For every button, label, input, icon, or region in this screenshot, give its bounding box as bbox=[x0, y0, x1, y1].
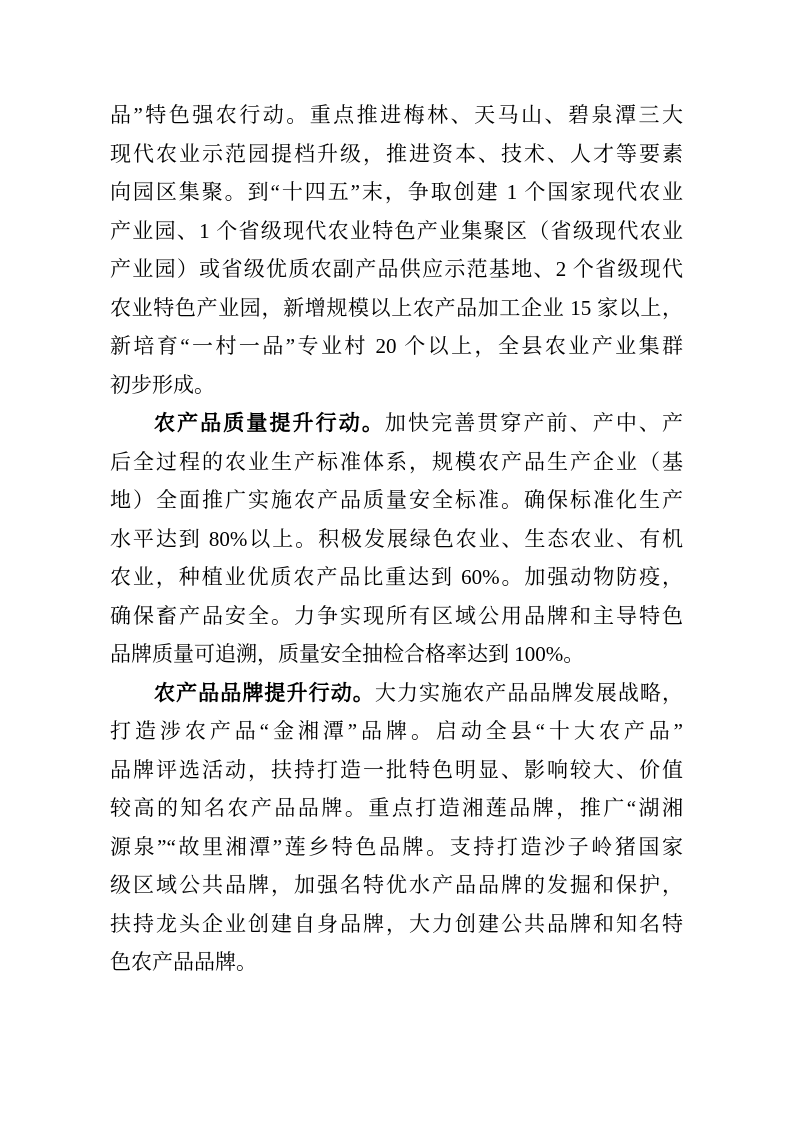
text-line: 新培育“一村一品”专业村 20 个以上，全县农业产业集群 bbox=[110, 334, 683, 358]
text-line: 现代农业示范园提档升级，推进资本、技术、人才等要素 bbox=[110, 141, 683, 166]
text-line: 地）全面推广实施农产品质量安全标准。确保标准化生产 bbox=[110, 488, 683, 512]
text-line: 色农产品品牌。 bbox=[110, 950, 257, 974]
paragraph-text: 大力实施农产品品牌发展战略， bbox=[374, 680, 684, 705]
text-line bbox=[110, 404, 683, 443]
text-line: 产业园、1 个省级现代农业特色产业集聚区（省级现代农业 bbox=[110, 218, 683, 243]
text-line: 打造涉农产品“金湘潭”品牌。启动全县“十大农产品” bbox=[110, 719, 683, 743]
paragraph-heading: 农产品品牌提升行动。 bbox=[154, 680, 375, 705]
text-line: 水平达到 80%以上。积极发展绿色农业、生态农业、有机 bbox=[110, 526, 683, 551]
text-line: 后全过程的农业生产标准体系，规模农产品生产企业（基 bbox=[110, 449, 683, 474]
text-line: 级区域公共品牌，加强名特优水产品品牌的发掘和保护， bbox=[110, 873, 683, 897]
text-line: 品”特色强农行动。重点推进梅林、天马山、碧泉潭三大 bbox=[110, 103, 683, 127]
text-line: 农业特色产业园，新增规模以上农产品加工企业 15 家以上， bbox=[110, 295, 683, 320]
text-line: 农业，种植业优质农产品比重达到 60%。加强动物防疫， bbox=[110, 565, 683, 589]
text-line: 品牌评选活动，扶持打造一批特色明显、影响较大、价值 bbox=[110, 757, 683, 782]
paragraph-text: 加快完善贯穿产前、产中、产 bbox=[384, 411, 684, 435]
text-line: 源泉”“故里湘潭”莲乡特色品牌。支持打造沙子岭猪国家 bbox=[110, 834, 683, 859]
text-line bbox=[110, 674, 683, 713]
text-line: 较高的知名农产品品牌。重点打造湘莲品牌，推广“湖湘 bbox=[110, 796, 683, 820]
paragraph-heading: 农产品质量提升行动。 bbox=[154, 411, 385, 435]
text-line: 向园区集聚。到“十四五”末，争取创建 1 个国家现代农业 bbox=[110, 180, 683, 204]
text-line: 产业园）或省级优质农副产品供应示范基地、2 个省级现代 bbox=[110, 257, 683, 281]
text-line: 品牌质量可追溯，质量安全抽检合格率达到 100%。 bbox=[110, 642, 585, 666]
text-line: 扶持龙头企业创建自身品牌，大力创建公共品牌和知名特 bbox=[110, 911, 683, 936]
page-text-block bbox=[110, 96, 683, 982]
text-line: 确保畜产品安全。力争实现所有区域公用品牌和主导特色 bbox=[110, 603, 683, 628]
text-line: 初步形成。 bbox=[110, 372, 215, 397]
